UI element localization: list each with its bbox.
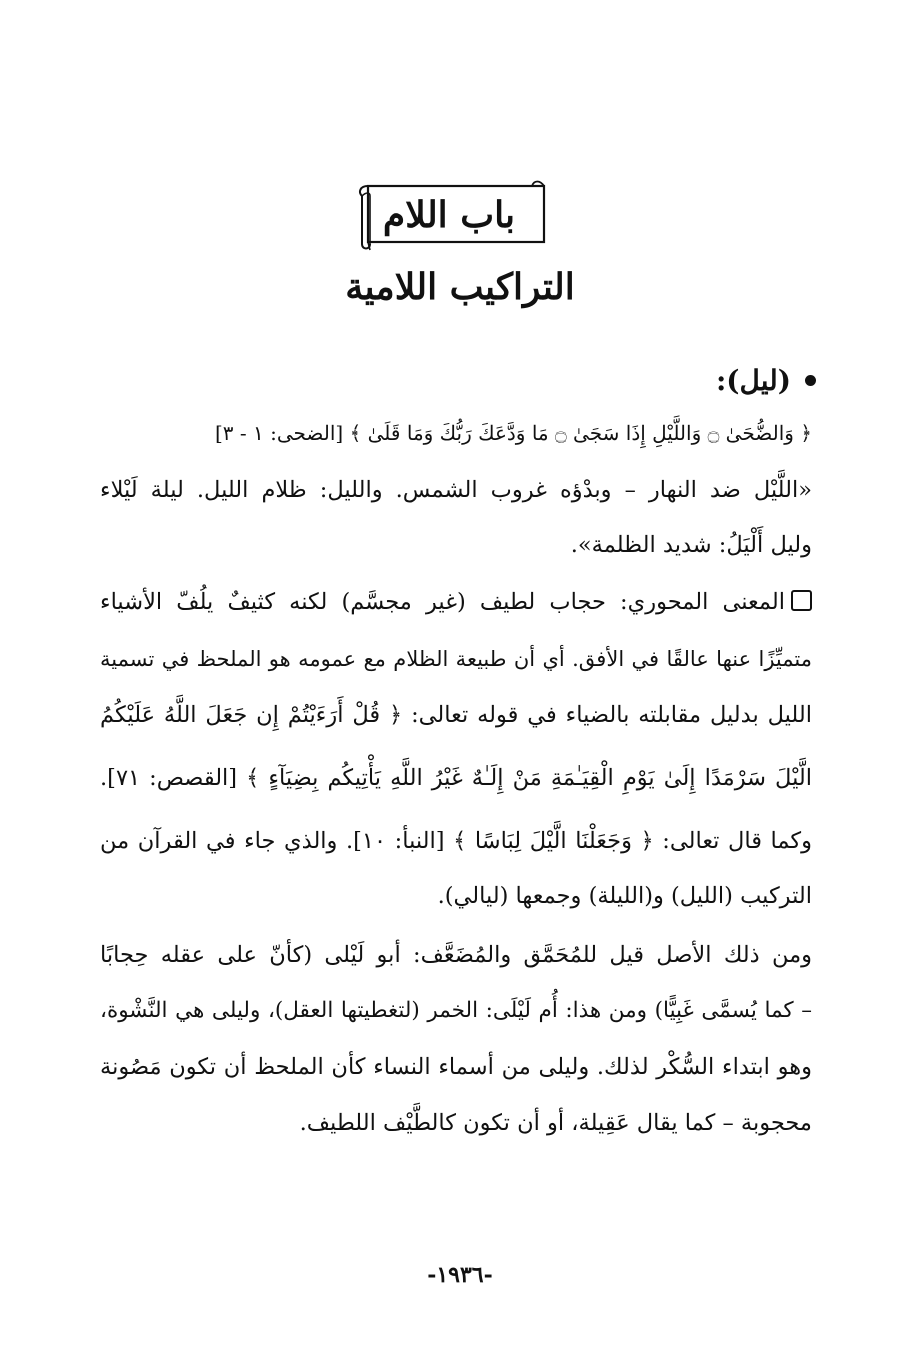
definition-line-1: «اللَّيْل ضد النهار – وبدْؤه غروب الشمس. والليل: ظلام الليل. ليلة لَيْلاء	[100, 477, 812, 503]
origin-line-2: – كما يُسمَّى غَبِيًّا) ومن هذا: أُم لَيْلَى: الخمر (لتغطيتها العقل)، وليلى هي النَّشْوة،	[100, 998, 812, 1023]
meaning-line-2: متميِّزًا عنها عالقًا في الأفق. أي أن طبيعة الظلام مع عمومه هو الملحظ في تسمية	[100, 647, 812, 671]
chapter-banner	[352, 178, 548, 254]
meaning-line-5: وكما قال تعالى: ﴿ وَجَعَلْنَا الَّيْلَ لِبَاسًا ﴾ [النبأ: ١٠]. والذي جاء في القرآن من	[100, 828, 812, 854]
page-number: -١٩٣٦-	[427, 1262, 493, 1288]
meaning-line-4: الَّيْلَ سَرْمَدًا إِلَىٰ يَوْمِ الْقِيَـٰمَةِ مَنْ إِلَـٰهٌ غَيْرُ اللَّهِ يَأْتِيكُم بِضِيَآءٍ ﴾ [القصص: ٧١].	[100, 765, 812, 791]
section-title: التراكيب اللامية	[345, 266, 575, 308]
meaning-line-1	[100, 583, 812, 621]
origin-line-1: ومن ذلك الأصل قيل للمُحَمَّق والمُضَعَّف: أبو لَيْلى (كأنّ على عقله حِجابًا	[100, 942, 812, 968]
origin-line-3: وهو ابتداء السُّكْر لذلك. وليلى من أسماء النساء كأن الملحظ أن تكون مَصُونة	[100, 1054, 812, 1080]
entry-heading-text: (ليل):	[715, 363, 791, 397]
meaning-line-6: التركيب (الليل) و(الليلة) وجمعها (ليالي).	[437, 883, 812, 909]
verse-line: ﴿ وَالضُّحَىٰ ۝ وَاللَّيْلِ إِذَا سَجَىٰ ۝ مَا وَدَّعَكَ رَبُّكَ وَمَا قَلَىٰ ﴾ [الضحى: ١ - ٣]	[214, 421, 812, 445]
entry-heading	[716, 358, 816, 402]
chapter-title: باب اللام	[382, 194, 516, 236]
origin-line-4: محجوبة – كما يقال عَقِيلة، أو أن تكون كالطَّيْف اللطيف.	[299, 1110, 812, 1136]
definition-line-2: وليل أَلْيَلُ: شديد الظلمة».	[570, 532, 812, 558]
square-box-icon	[791, 590, 812, 611]
meaning-line-1-text: المعنى المحوري: حجاب لطيف (غير مجسَّم) لكنه كثيفٌ يلُفّ الأشياء	[100, 589, 785, 615]
meaning-line-3: الليل بدليل مقابلته بالضياء في قوله تعالى: ﴿ قُلْ أَرَءَيْتُمْ إِن جَعَلَ اللَّهُ عَلَيْكُمُ	[100, 702, 812, 728]
bullet-icon	[805, 375, 816, 386]
